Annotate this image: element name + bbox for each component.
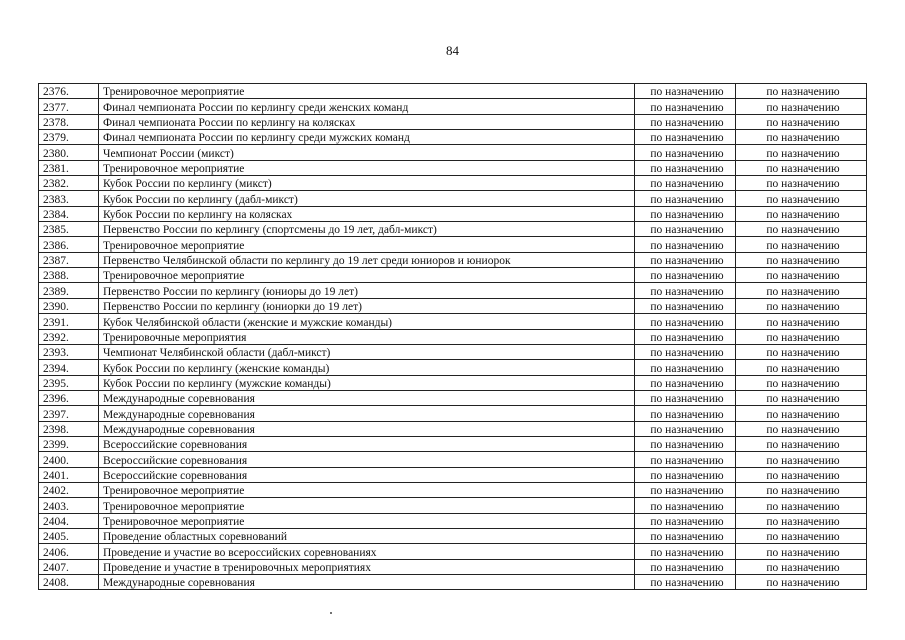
assignment-cell: по назначению <box>635 559 736 574</box>
assignment-cell: по назначению <box>736 268 867 283</box>
row-number-cell: 2405. <box>39 528 99 543</box>
row-number-cell: 2396. <box>39 390 99 405</box>
assignment-cell: по назначению <box>635 206 736 221</box>
row-number-cell: 2380. <box>39 145 99 160</box>
row-number-cell: 2399. <box>39 436 99 451</box>
row-number-cell: 2390. <box>39 298 99 313</box>
event-name-cell: Международные соревнования <box>99 575 635 590</box>
row-number-cell: 2403. <box>39 498 99 513</box>
assignment-cell: по назначению <box>635 114 736 129</box>
row-number-cell: 2394. <box>39 360 99 375</box>
assignment-cell: по назначению <box>736 360 867 375</box>
assignment-cell: по назначению <box>736 237 867 252</box>
event-name-cell: Кубок России по керлингу (микст) <box>99 176 635 191</box>
assignment-cell: по назначению <box>736 191 867 206</box>
row-number-cell: 2379. <box>39 130 99 145</box>
table-row <box>39 176 867 191</box>
row-number-cell: 2404. <box>39 513 99 528</box>
assignment-cell: по назначению <box>635 252 736 267</box>
assignment-cell: по назначению <box>635 390 736 405</box>
table-row <box>39 559 867 574</box>
assignment-cell: по назначению <box>736 252 867 267</box>
table-row <box>39 160 867 175</box>
table-row <box>39 513 867 528</box>
assignment-cell: по назначению <box>736 314 867 329</box>
row-number-cell: 2381. <box>39 160 99 175</box>
event-name-cell: Первенство Челябинской области по керлингу до 19 лет среди юниоров и юниорок <box>99 252 635 267</box>
event-name-cell: Первенство России по керлингу (спортсмены до 19 лет, дабл-микст) <box>99 222 635 237</box>
assignment-cell: по назначению <box>736 467 867 482</box>
row-number-cell: 2407. <box>39 559 99 574</box>
row-number-cell: 2383. <box>39 191 99 206</box>
assignment-cell: по назначению <box>736 544 867 559</box>
row-number-cell: 2408. <box>39 575 99 590</box>
assignment-cell: по назначению <box>635 160 736 175</box>
assignment-cell: по назначению <box>736 145 867 160</box>
assignment-cell: по назначению <box>635 222 736 237</box>
assignment-cell: по назначению <box>736 498 867 513</box>
table-row <box>39 130 867 145</box>
row-number-cell: 2378. <box>39 114 99 129</box>
assignment-cell: по назначению <box>635 268 736 283</box>
assignment-cell: по назначению <box>635 406 736 421</box>
event-name-cell: Тренировочное мероприятие <box>99 84 635 99</box>
assignment-cell: по назначению <box>635 145 736 160</box>
row-number-cell: 2376. <box>39 84 99 99</box>
row-number-cell: 2391. <box>39 314 99 329</box>
table-row <box>39 84 867 99</box>
events-table <box>38 83 867 590</box>
row-number-cell: 2397. <box>39 406 99 421</box>
assignment-cell: по назначению <box>736 406 867 421</box>
table-row <box>39 268 867 283</box>
assignment-cell: по назначению <box>635 329 736 344</box>
assignment-cell: по назначению <box>635 513 736 528</box>
assignment-cell: по назначению <box>635 482 736 497</box>
assignment-cell: по назначению <box>736 176 867 191</box>
event-name-cell: Проведение областных соревнований <box>99 528 635 543</box>
table-row <box>39 390 867 405</box>
assignment-cell: по назначению <box>736 283 867 298</box>
assignment-cell: по назначению <box>736 298 867 313</box>
event-name-cell: Чемпионат России (микст) <box>99 145 635 160</box>
row-number-cell: 2395. <box>39 375 99 390</box>
assignment-cell: по назначению <box>635 84 736 99</box>
event-name-cell: Тренировочное мероприятие <box>99 513 635 528</box>
assignment-cell: по назначению <box>736 344 867 359</box>
row-number-cell: 2406. <box>39 544 99 559</box>
event-name-cell: Тренировочное мероприятие <box>99 268 635 283</box>
assignment-cell: по назначению <box>736 452 867 467</box>
table-row <box>39 375 867 390</box>
event-name-cell: Международные соревнования <box>99 406 635 421</box>
table-row <box>39 145 867 160</box>
assignment-cell: по назначению <box>736 390 867 405</box>
table-row <box>39 421 867 436</box>
assignment-cell: по назначению <box>736 114 867 129</box>
row-number-cell: 2385. <box>39 222 99 237</box>
assignment-cell: по назначению <box>736 421 867 436</box>
assignment-cell: по назначению <box>635 467 736 482</box>
event-name-cell: Кубок России по керлингу (мужские команды) <box>99 375 635 390</box>
row-number-cell: 2386. <box>39 237 99 252</box>
assignment-cell: по назначению <box>635 237 736 252</box>
event-name-cell: Финал чемпионата России по керлингу среди женских команд <box>99 99 635 114</box>
row-number-cell: 2393. <box>39 344 99 359</box>
row-number-cell: 2402. <box>39 482 99 497</box>
table-row <box>39 482 867 497</box>
table-row <box>39 114 867 129</box>
row-number-cell: 2392. <box>39 329 99 344</box>
table-row <box>39 406 867 421</box>
event-name-cell: Международные соревнования <box>99 390 635 405</box>
event-name-cell: Всероссийские соревнования <box>99 452 635 467</box>
event-name-cell: Всероссийские соревнования <box>99 436 635 451</box>
event-name-cell: Международные соревнования <box>99 421 635 436</box>
assignment-cell: по назначению <box>635 436 736 451</box>
assignment-cell: по назначению <box>736 559 867 574</box>
event-name-cell: Финал чемпионата России по керлингу среди мужских команд <box>99 130 635 145</box>
table-row <box>39 360 867 375</box>
row-number-cell: 2382. <box>39 176 99 191</box>
row-number-cell: 2400. <box>39 452 99 467</box>
table-row <box>39 528 867 543</box>
assignment-cell: по назначению <box>635 375 736 390</box>
event-name-cell: Всероссийские соревнования <box>99 467 635 482</box>
table-row <box>39 314 867 329</box>
assignment-cell: по назначению <box>635 99 736 114</box>
assignment-cell: по назначению <box>736 575 867 590</box>
event-name-cell: Кубок России по керлингу на колясках <box>99 206 635 221</box>
assignment-cell: по назначению <box>635 130 736 145</box>
assignment-cell: по назначению <box>635 283 736 298</box>
event-name-cell: Первенство России по керлингу (юниоры до 19 лет) <box>99 283 635 298</box>
assignment-cell: по назначению <box>635 498 736 513</box>
assignment-cell: по назначению <box>635 452 736 467</box>
event-name-cell: Кубок Челябинской области (женские и мужские команды) <box>99 314 635 329</box>
table-body <box>39 84 867 590</box>
event-name-cell: Тренировочное мероприятие <box>99 160 635 175</box>
row-number-cell: 2377. <box>39 99 99 114</box>
row-number-cell: 2398. <box>39 421 99 436</box>
table-row <box>39 575 867 590</box>
assignment-cell: по назначению <box>635 544 736 559</box>
assignment-cell: по назначению <box>736 99 867 114</box>
assignment-cell: по назначению <box>736 130 867 145</box>
page-number: 84 <box>446 43 459 58</box>
table-row <box>39 344 867 359</box>
table-row <box>39 329 867 344</box>
assignment-cell: по назначению <box>736 436 867 451</box>
assignment-cell: по назначению <box>736 160 867 175</box>
assignment-cell: по назначению <box>635 298 736 313</box>
event-name-cell: Финал чемпионата России по керлингу на колясках <box>99 114 635 129</box>
event-name-cell: Тренировочное мероприятие <box>99 498 635 513</box>
assignment-cell: по назначению <box>736 375 867 390</box>
assignment-cell: по назначению <box>635 176 736 191</box>
assignment-cell: по назначению <box>635 575 736 590</box>
table-row <box>39 467 867 482</box>
table-row <box>39 452 867 467</box>
table-row <box>39 544 867 559</box>
row-number-cell: 2384. <box>39 206 99 221</box>
event-name-cell: Проведение и участие в тренировочных мероприятиях <box>99 559 635 574</box>
event-name-cell: Первенство России по керлингу (юниорки до 19 лет) <box>99 298 635 313</box>
event-name-cell: Тренировочное мероприятие <box>99 237 635 252</box>
event-name-cell: Чемпионат Челябинской области (дабл-микст) <box>99 344 635 359</box>
table-row <box>39 498 867 513</box>
assignment-cell: по назначению <box>736 84 867 99</box>
assignment-cell: по назначению <box>635 421 736 436</box>
table-row <box>39 237 867 252</box>
assignment-cell: по назначению <box>736 482 867 497</box>
assignment-cell: по назначению <box>736 513 867 528</box>
table-row <box>39 206 867 221</box>
row-number-cell: 2388. <box>39 268 99 283</box>
table-row <box>39 252 867 267</box>
table-row <box>39 298 867 313</box>
table-row <box>39 99 867 114</box>
table-row <box>39 191 867 206</box>
event-name-cell: Проведение и участие во всероссийских соревнованиях <box>99 544 635 559</box>
table-row <box>39 222 867 237</box>
assignment-cell: по назначению <box>736 528 867 543</box>
assignment-cell: по назначению <box>635 314 736 329</box>
table-row <box>39 436 867 451</box>
event-name-cell: Кубок России по керлингу (женские команды) <box>99 360 635 375</box>
event-name-cell: Кубок России по керлингу (дабл-микст) <box>99 191 635 206</box>
assignment-cell: по назначению <box>635 360 736 375</box>
assignment-cell: по назначению <box>635 344 736 359</box>
event-name-cell: Тренировочные мероприятия <box>99 329 635 344</box>
assignment-cell: по назначению <box>635 191 736 206</box>
event-name-cell: Тренировочное мероприятие <box>99 482 635 497</box>
assignment-cell: по назначению <box>736 329 867 344</box>
assignment-cell: по назначению <box>635 528 736 543</box>
assignment-cell: по назначению <box>736 222 867 237</box>
row-number-cell: 2387. <box>39 252 99 267</box>
assignment-cell: по назначению <box>736 206 867 221</box>
row-number-cell: 2389. <box>39 283 99 298</box>
table-row <box>39 283 867 298</box>
scan-speck <box>330 612 332 614</box>
row-number-cell: 2401. <box>39 467 99 482</box>
